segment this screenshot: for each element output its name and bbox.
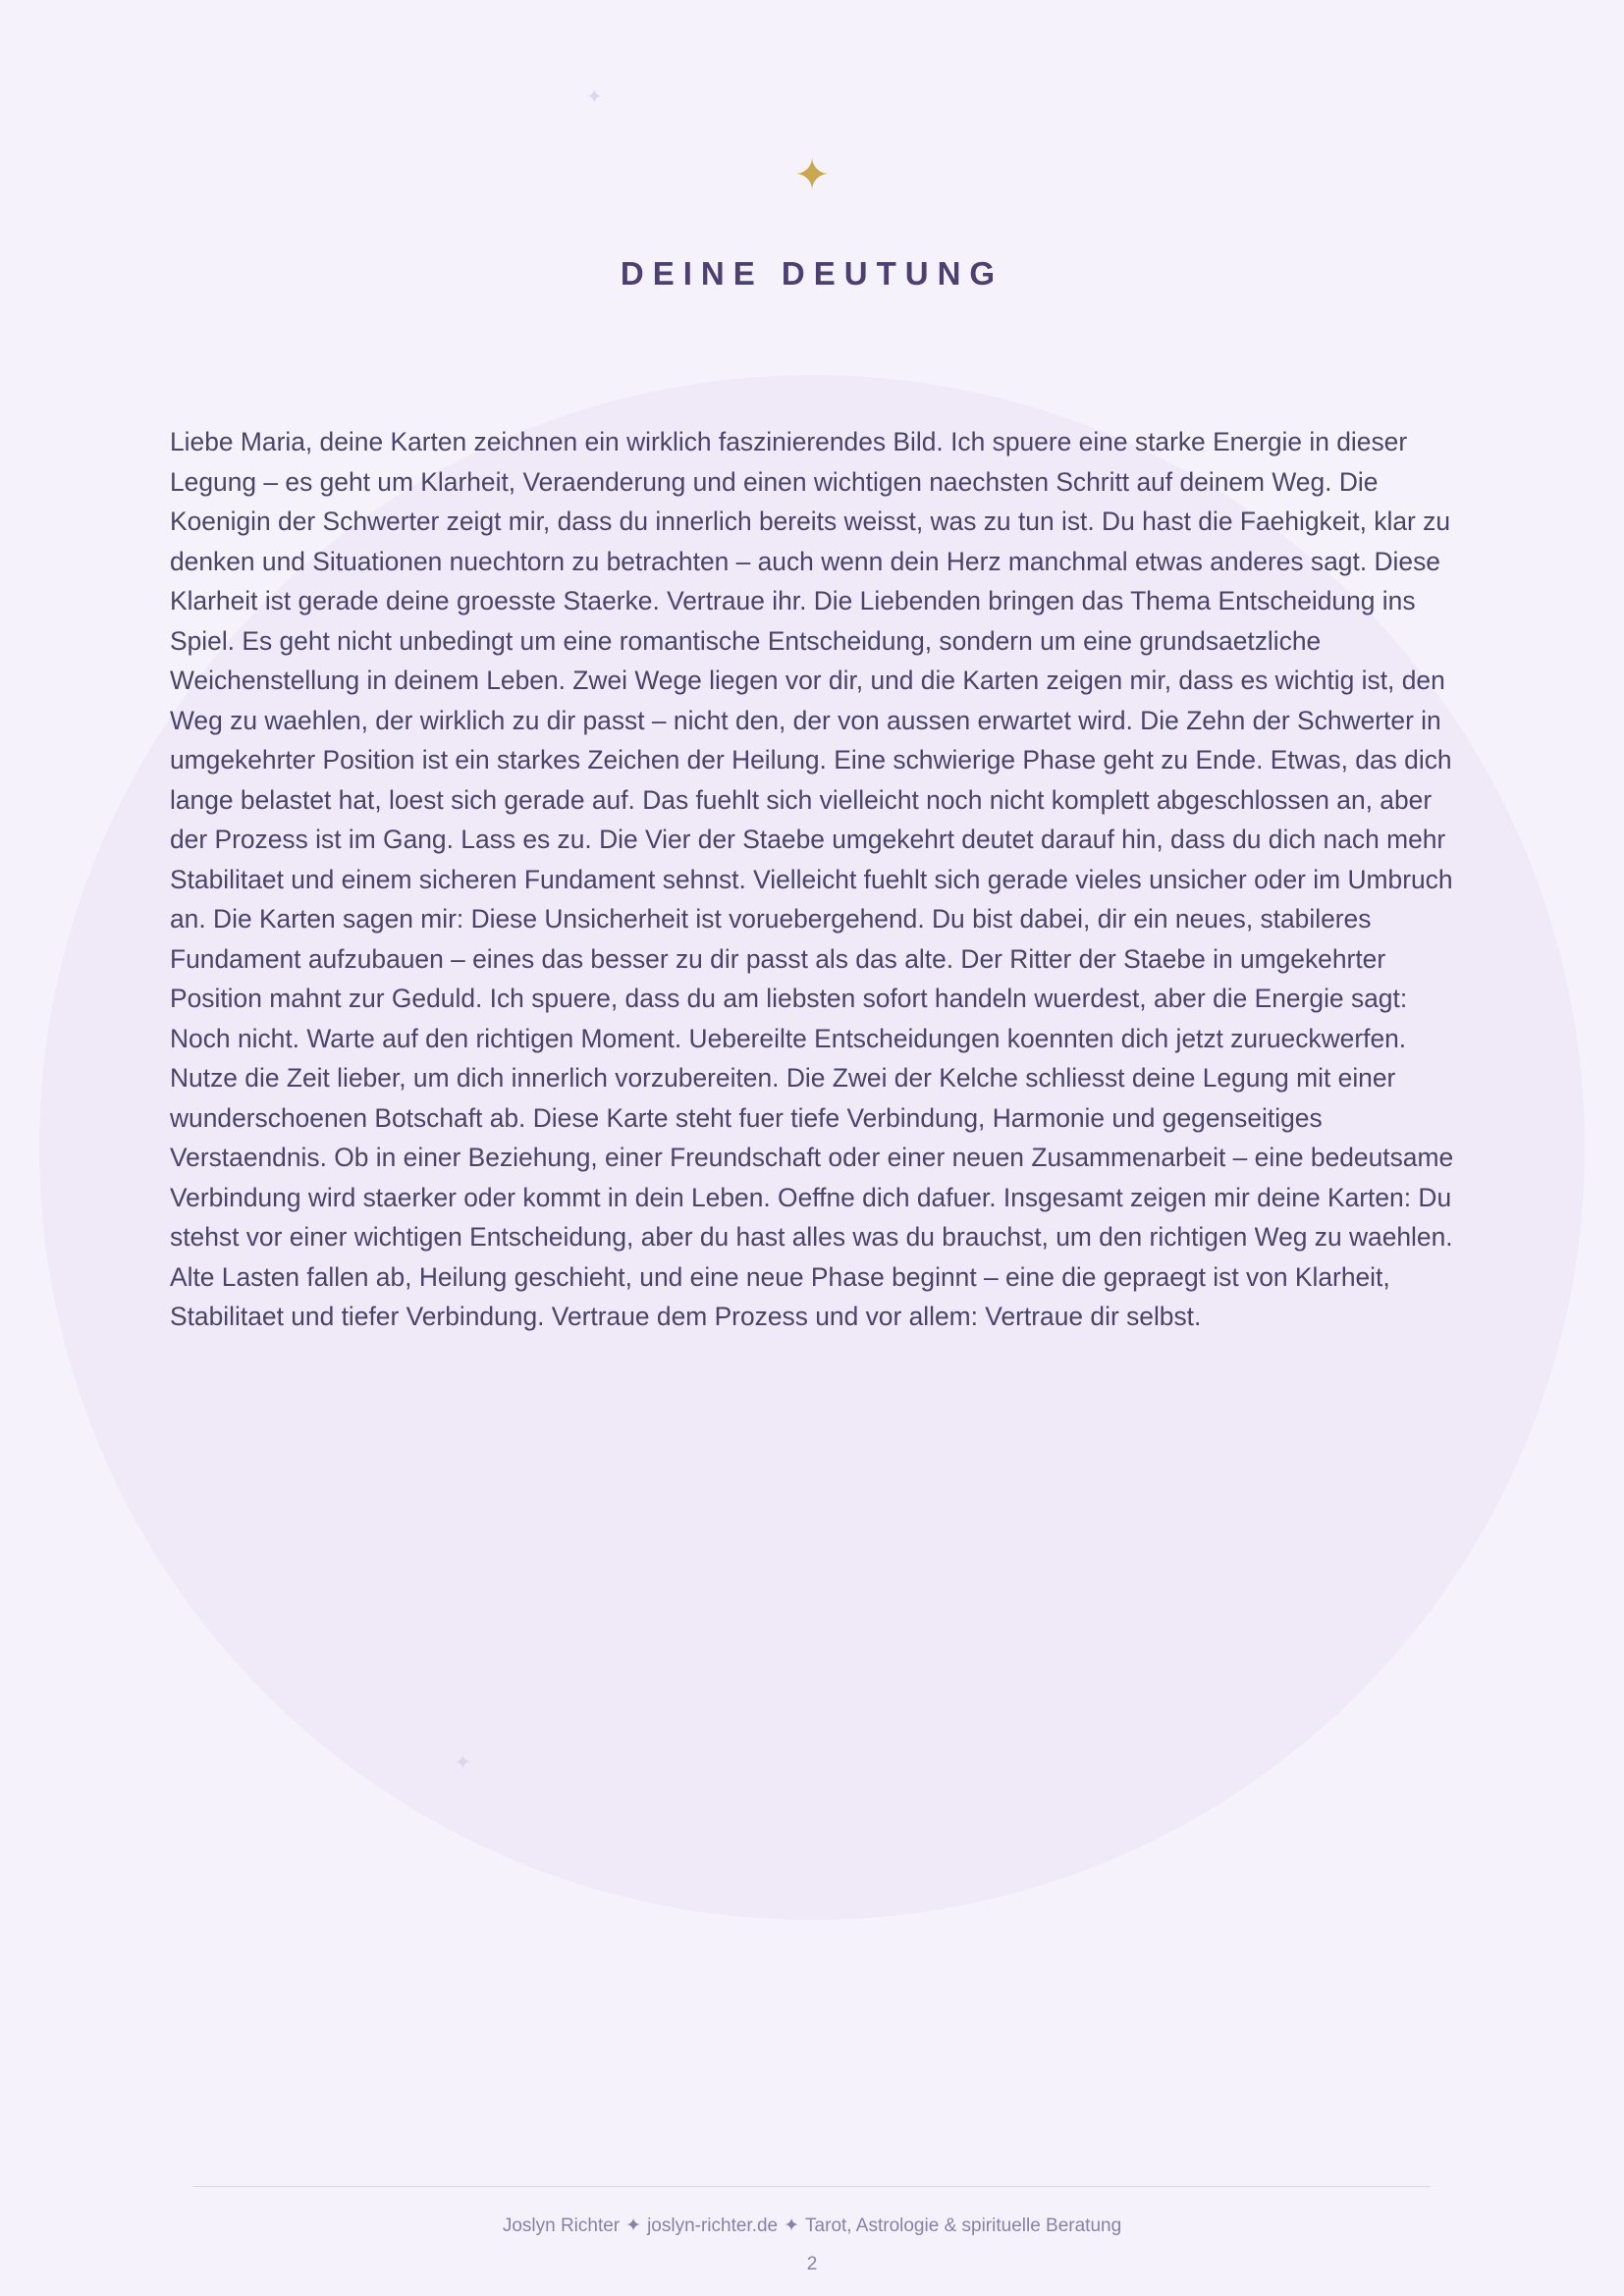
sparkle-icon: ✦ [586, 86, 603, 108]
footer-credits [0, 2215, 1624, 2238]
star-separator-icon: ✦ [784, 2216, 800, 2236]
sparkle-icon: ✦ [455, 1752, 471, 1774]
page-title: DEINE DEUTUNG [620, 255, 1004, 292]
reading-text: Liebe Maria, deine Karten zeichnen ein wirklich faszinierendes Bild. Ich spuere eine starke Energie in dieser Legung – es geht um Klarheit, Veraenderung und einen wichtigen naechsten Schritt auf deinem Weg. Die Koenigin der Schwerter zeigt mir, dass du innerlich bereits weisst, was zu tun ist. Du hast die Faehigkeit, klar zu denken und Situationen nuechtorn zu betrachten – auch wenn dein Herz manchmal etwas anderes sagt. Diese Klarheit ist gerade deine groesste Staerke. Vertraue ihr. Die Liebenden bringen das Thema Entscheidung ins Spiel. Es geht nicht unbedingt um eine romantische Entscheidung, sondern um eine grundsaetzliche Weichenstellung in deinem Leben. Zwei Wege liegen vor dir, und die Karten zeigen mir, dass es wichtig ist, den Weg zu waehlen, der wirklich zu dir passt – nicht den, der von aussen erwartet wird. Die Zehn der Schwerter in umgekehrter Position ist ein starkes Zeichen der Heilung. Eine schwierige Phase geht zu Ende. Etwas, das dich lange belastet hat, loest sich gerade auf. Das fuehlt sich vielleicht noch nicht komplett abgeschlossen an, aber der Prozess ist im Gang. Lass es zu. Die Vier der Staebe umgekehrt deutet darauf hin, dass du dich nach mehr Stabilitaet und einem sicheren Fundament sehnst. Vielleicht fuehlt sich gerade vieles unsicher oder im Umbruch an. Die Karten sagen mir: Diese Unsicherheit ist voruebergehend. Du bist dabei, dir ein neues, stabileres Fundament aufzubauen – eines das besser zu dir passt als das alte. Der Ritter der Staebe in umgekehrter Position mahnt zur Geduld. Ich spuere, dass du am liebsten sofort handeln wuerdest, aber die Energie sagt: Noch nicht. Warte auf den richtigen Moment. Uebereilte Entscheidungen koennten dich jetzt zurueckwerfen. Nutze die Zeit lieber, um dich innerlich vorzubereiten. Die Zwei der Kelche schliesst deine Legung mit einer wunderschoenen Botschaft ab. Diese Karte steht fuer tiefe Verbindung, Harmonie und gegenseitiges Verstaendnis. Ob in einer Beziehung, einer Freundschaft oder einer neuen Zusammenarbeit – eine bedeutsame Verbindung wird staerker oder kommt in dein Leben. Oeffne dich dafuer. Insgesamt zeigen mir deine Karten: Du stehst vor einer wichtigen Entscheidung, aber du hast alles was du brauchst, um den richtigen Weg zu waehlen. Alte Lasten fallen ab, Heilung geschieht, und eine neue Phase beginnt – eine die gepraegt ist von Klarheit, Stabilitaet und tiefer Verbindung. Vertraue dem Prozess und vor allem: Vertraue dir selbst. [170, 427, 1454, 1331]
page-number: 2 [806, 2254, 818, 2274]
star-ornament-icon: ✦ [793, 151, 831, 199]
footer-tagline: Tarot, Astrologie & spirituelle Beratung [805, 2216, 1122, 2236]
footer-author: Joslyn Richter [502, 2216, 621, 2236]
footer-website: joslyn-richter.de [647, 2216, 779, 2236]
star-separator-icon: ✦ [625, 2216, 642, 2236]
footer-divider [193, 2186, 1431, 2187]
